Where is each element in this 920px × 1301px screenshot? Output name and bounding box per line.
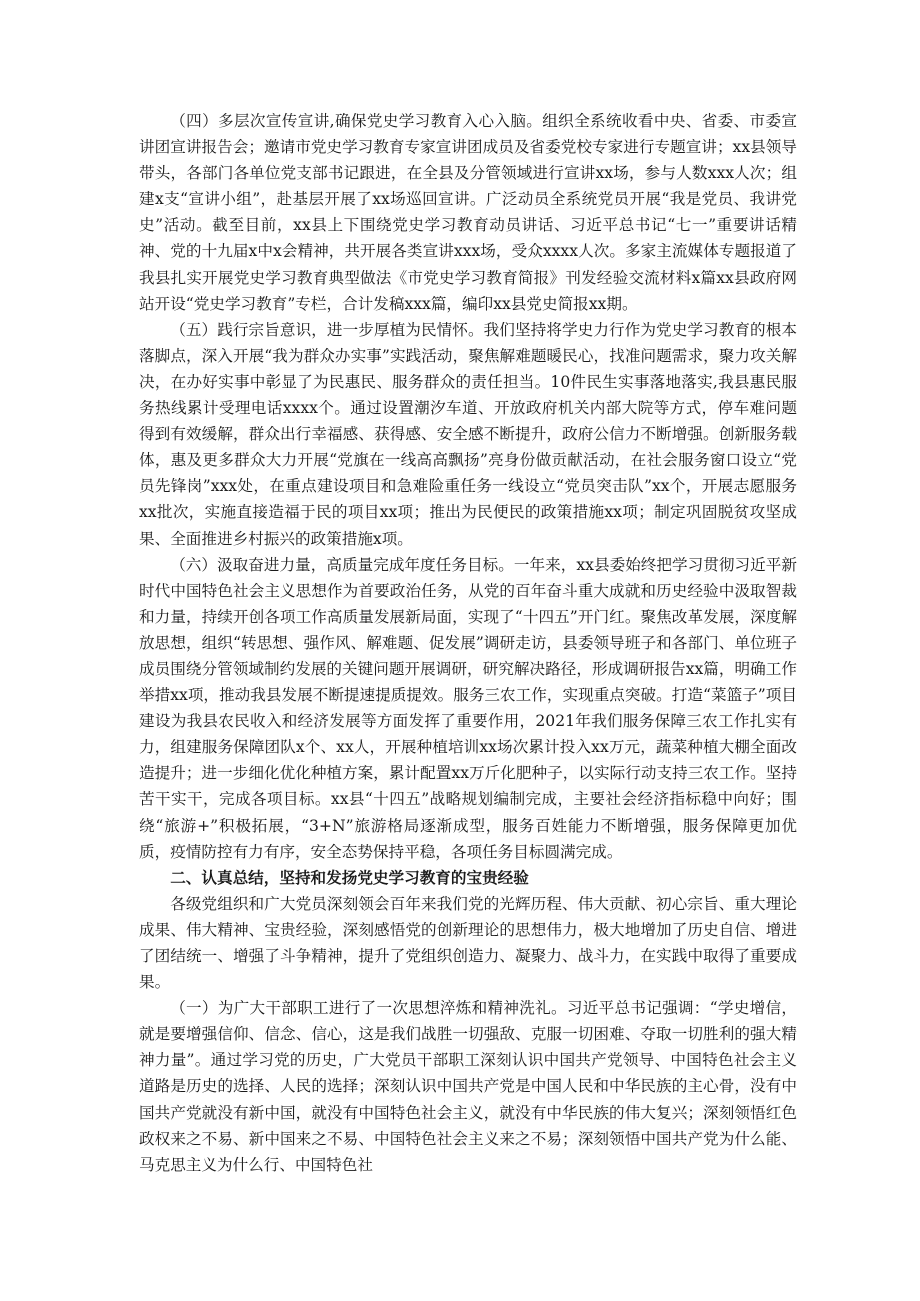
paragraph-2-1: （一）为广大干部职工进行了一次思想淬炼和精神洗礼。习近平总书记强调：“学史增信，就是要增强信仰、信念、信心，这是我们战胜一切强敌、克服一切困难、夺取一切胜利的强大精神力量”。通过学习党的历史，广大党员干部职工深刻认识中国共产党领导、中国特色社会主义道路是历史的选择、人民的选择；深刻认识中国共产党是中国人民和中华民族的主心骨，没有中国共产党就没有新中国，就没有中国特色社会主义，就没有中华民族的伟大复兴；深刻领悟红色政权来之不易、新中国来之不易、中国特色社会主义来之不易；深刻领悟中国共产党为什么能、马克思主义为什么行、中国特色社 [139,999,797,1174]
document-page [139,108,797,1178]
section-heading-2: 二、认真总结，坚持和发扬党史学习教育的宝贵经验 [170,868,529,887]
paragraph-section-4: （四）多层次宣传宣讲,确保党史学习教育入心入脑。组织全系统收看中央、省委、市委宣讲团宣讲报告会；邀请市党史学习教育专家宣讲团成员及省委党校专家进行专题宣讲；xx县领导带头，各部门各单位党支部书记跟进，在全县及分管领域进行宣讲xx场，参与人数xxx人次；组建x支“宣讲小组”，赴基层开展了xx场巡回宣讲。广泛动员全系统党员开展“我是党员、我讲党史”活动。截至目前，xx县上下围绕党史学习教育动员讲话、习近平总书记“七一”重要讲话精神、党的十九届x中x会精神，共开展各类宣讲xxx场，受众xxxx人次。多家主流媒体专题报道了我县扎实开展党史学习教育典型做法《市党史学习教育简报》刊发经验交流材料x篇xx县政府网站开设“党史学习教育”专栏，合计发稿xxx篇，编印xx县党史简报xx期。 [139,112,797,313]
paragraph-intro-2: 各级党组织和广大党员深刻领会百年来我们党的光辉历程、伟大贡献、初心宗旨、重大理论成果、伟大精神、宝贵经验，深刻感悟党的创新理论的思想伟力，极大地增加了历史自信、增进了团结统一、增强了斗争精神，提升了党组织创造力、凝聚力、战斗力，在实践中取得了重要成果。 [139,894,797,992]
paragraph-section-5: （五）践行宗旨意识，进一步厚植为民情怀。我们坚持将学史力行作为党史学习教育的根本落脚点，深入开展“我为群众办实事”实践活动，聚焦解难题暖民心，找准问题需求，聚力攻关解决，在办好实事中彰显了为民惠民、服务群众的责任担当。10件民生实事落地落实,我县惠民服务热线累计受理电话xxxx个。通过设置潮汐车道、开放政府机关内部大院等方式，停车难问题得到有效缓解，群众出行幸福感、获得感、安全感不断提升，政府公信力不断增强。创新服务载体，惠及更多群众大力开展“党旗在一线高高飘扬”亮身份做贡献活动，在社会服务窗口设立“党员先锋岗”xxx处，在重点建设项目和急难险重任务一线设立“党员突击队”xx个，开展志愿服务xx批次，实施直接造福于民的项目xx项；推出为民便民的政策措施xx项；制定巩固脱贫攻坚成果、全面推进乡村振兴的政策措施x项。 [139,320,797,548]
paragraph-section-6: （六）汲取奋进力量，高质量完成年度任务目标。一年来，xx县委始终把学习贯彻习近平新时代中国特色社会主义思想作为首要政治任务，从党的百年奋斗重大成就和历史经验中汲取智裁和力量，持续开创各项工作高质量发展新局面，实现了“十四五”开门红。聚焦改革发展，深度解放思想，组织“转思想、强作风、解难题、促发展”调研走访，县委领导班子和各部门、单位班子成员围绕分管领域制约发展的关键问题开展调研，研究解决路径，形成调研报告xx篇，明确工作举措xx项，推动我县发展不断提速提质提效。服务三农工作，实现重点突破。打造“菜篮子”项目建设为我县农民收入和经济发展等方面发挥了重要作用，2021年我们服务保障三农工作扎实有力，组建服务保障团队x个、xx人，开展种植培训xx场次累计投入xx万元，蔬菜种植大棚全面改造提升；进一步细化优化种植方案，累计配置xx万斤化肥种子，以实际行动支持三农工作。坚持苦干实干，完成各项目标。xx县“十四五”战略规划编制完成，主要社会经济指标稳中向好；围绕“旅游+”积极拓展，“3+N”旅游格局逐渐成型，服务百姓能力不断增强，服务保障更加优质，疫情防控有力有序，安全态势保持平稳，各项任务目标圆满完成。 [139,555,797,861]
